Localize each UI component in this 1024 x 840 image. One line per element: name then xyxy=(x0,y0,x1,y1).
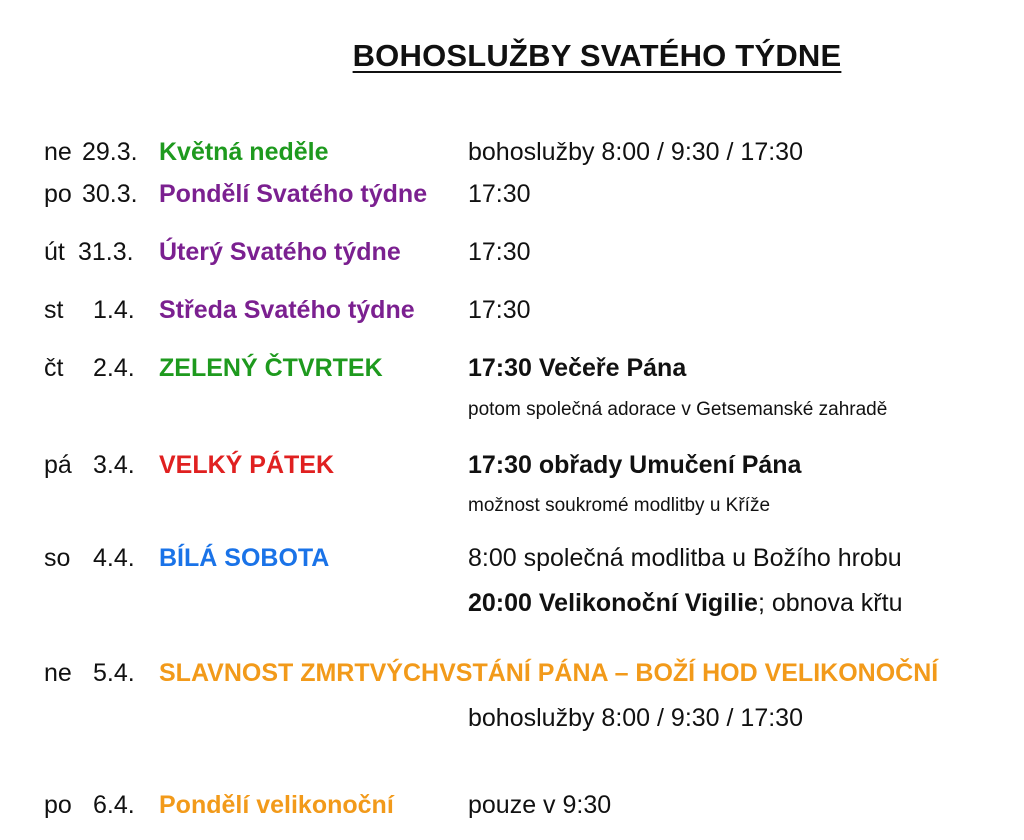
row-name: Středa Svatého týdne xyxy=(159,296,415,324)
row-day: ne xyxy=(44,659,72,687)
row-detail: 17:30 obřady Umučení Pána xyxy=(468,451,802,479)
vigil-rest-text: ; obnova křtu xyxy=(757,589,903,617)
row-day: po xyxy=(44,180,72,208)
row-day: po xyxy=(44,791,72,819)
row-date: 1.4. xyxy=(93,296,135,324)
row-detail: 8:00 společná modlitba u Božího hrobu xyxy=(468,544,902,572)
row-detail: 17:30 xyxy=(468,180,531,208)
row-date: 4.4. xyxy=(93,544,135,572)
row-name: Pondělí velikonoční xyxy=(159,791,394,819)
row-name: Úterý Svatého týdne xyxy=(159,238,401,266)
row-name: ZELENÝ ČTVRTEK xyxy=(159,354,383,382)
row-name: SLAVNOST ZMRTVÝCHVSTÁNÍ PÁNA – BOŽÍ HOD VELIKONOČNÍ xyxy=(159,659,939,687)
row-date: 31.3. xyxy=(78,238,134,266)
row-day: ne xyxy=(44,138,72,166)
row-name: BÍLÁ SOBOTA xyxy=(159,544,330,572)
row-detail: bohoslužby 8:00 / 9:30 / 17:30 xyxy=(468,704,803,732)
row-subnote: potom společná adorace v Getsemanské zahradě xyxy=(468,399,888,420)
row-date: 3.4. xyxy=(93,451,135,479)
row-day: so xyxy=(44,544,71,572)
row-day: st xyxy=(44,296,64,324)
row-name: VELKÝ PÁTEK xyxy=(159,451,335,479)
row-detail-2 xyxy=(468,588,902,618)
row-detail: 17:30 xyxy=(468,296,531,324)
page-title: BOHOSLUŽBY SVATÉHO TÝDNE xyxy=(352,38,842,73)
row-day: pá xyxy=(44,451,72,479)
row-date: 5.4. xyxy=(93,659,135,687)
row-date: 2.4. xyxy=(93,354,135,382)
row-detail: bohoslužby 8:00 / 9:30 / 17:30 xyxy=(468,138,803,166)
row-date: 29.3. xyxy=(82,138,138,166)
row-day: čt xyxy=(44,354,64,382)
vigil-text: 20:00 Velikonoční Vigilie xyxy=(468,589,758,617)
row-detail: 17:30 Večeře Pána xyxy=(468,354,687,382)
row-day: út xyxy=(44,238,65,266)
row-detail: 17:30 xyxy=(468,238,531,266)
row-name: Pondělí Svatého týdne xyxy=(159,180,428,208)
row-date: 6.4. xyxy=(93,791,135,819)
row-detail: pouze v 9:30 xyxy=(468,791,612,819)
row-name: Květná neděle xyxy=(159,138,329,166)
row-date: 30.3. xyxy=(82,180,138,208)
row-subnote: možnost soukromé modlitby u Kříže xyxy=(468,495,771,516)
